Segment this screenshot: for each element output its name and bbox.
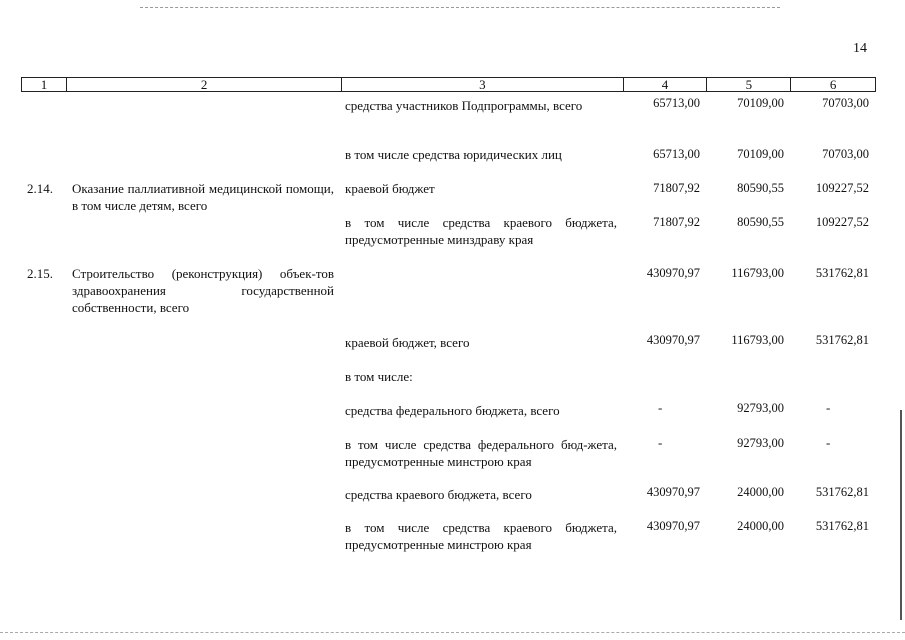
- row-1-value-6: 70703,00: [822, 96, 869, 110]
- row-2-value-6: 70703,00: [822, 147, 869, 161]
- row-3-source: краевой бюджет: [345, 181, 435, 196]
- row-5-value-6: 531762,81: [815, 266, 869, 280]
- row-8-value-5: 92793,00: [737, 401, 784, 415]
- row-5-value-4: 430970,97: [646, 266, 700, 280]
- row-3-code: 2.14.: [27, 181, 53, 196]
- header-col-2: 2: [67, 78, 342, 91]
- row-2-value-5: 70109,00: [737, 147, 784, 161]
- row-4-value-4: 71807,92: [653, 215, 700, 229]
- row-4-source: в том числе средства краевого бюджета, предусмотренные минздраву края: [345, 215, 617, 247]
- row-9-value-4: -: [658, 435, 663, 450]
- row-9-source: в том числе средства федерального бюд-жета, предусмотренные минстрою края: [345, 437, 617, 469]
- row-5-name: Строительство (реконструкция) объек-тов здравоохранения государственной собственности, всего: [72, 266, 334, 315]
- row-10-source: средства краевого бюджета, всего: [345, 487, 532, 502]
- row-3-value-4: 71807,92: [653, 181, 700, 195]
- header-col-4: 4: [624, 78, 708, 91]
- header-col-1: 1: [22, 78, 67, 91]
- row-2-source: в том числе средства юридических лиц: [345, 147, 562, 162]
- row-4-value-6: 109227,52: [815, 215, 869, 229]
- row-9-value-5: 92793,00: [737, 436, 784, 450]
- row-5-value-5: 116793,00: [731, 266, 784, 280]
- table-header-row: [21, 77, 876, 92]
- header-col-5: 5: [707, 78, 791, 91]
- header-col-6: 6: [829, 77, 837, 92]
- row-10-value-6: 531762,81: [815, 485, 869, 499]
- row-11-value-5: 24000,00: [737, 519, 784, 533]
- row-6-value-5: 116793,00: [731, 333, 784, 347]
- row-1-value-4: 65713,00: [653, 96, 700, 110]
- row-10-value-5: 24000,00: [737, 485, 784, 499]
- row-6-source: краевой бюджет, всего: [345, 335, 470, 350]
- row-11-value-6: 531762,81: [815, 519, 869, 533]
- row-8-source: средства федерального бюджета, всего: [345, 403, 560, 418]
- row-3-name: Оказание паллиативной медицинской помощи, в том числе детям, всего: [72, 181, 334, 213]
- row-6-value-4: 430970,97: [646, 333, 700, 347]
- row-4-value-5: 80590,55: [737, 215, 784, 229]
- row-7-source: в том числе:: [345, 369, 413, 384]
- row-11-source: в том числе средства краевого бюджета, предусмотренные минстрою края: [345, 520, 617, 552]
- scan-edge-line: [900, 410, 902, 620]
- header-col-3: 3: [342, 78, 623, 91]
- row-3-value-6: 109227,52: [815, 181, 869, 195]
- row-8-value-6: -: [826, 400, 831, 415]
- scan-bottom-rule: [0, 632, 905, 633]
- row-9-value-6: -: [826, 435, 831, 450]
- scan-top-rule: [140, 7, 780, 8]
- row-8-value-4: -: [658, 400, 663, 415]
- row-1-value-5: 70109,00: [737, 96, 784, 110]
- row-2-value-4: 65713,00: [653, 147, 700, 161]
- row-5-code: 2.15.: [27, 266, 53, 281]
- row-10-value-4: 430970,97: [646, 485, 700, 499]
- page-number: 14: [853, 41, 867, 56]
- row-11-value-4: 430970,97: [646, 519, 700, 533]
- row-6-value-6: 531762,81: [815, 333, 869, 347]
- row-3-value-5: 80590,55: [737, 181, 784, 195]
- row-1-source: средства участников Подпрограммы, всего: [345, 98, 583, 113]
